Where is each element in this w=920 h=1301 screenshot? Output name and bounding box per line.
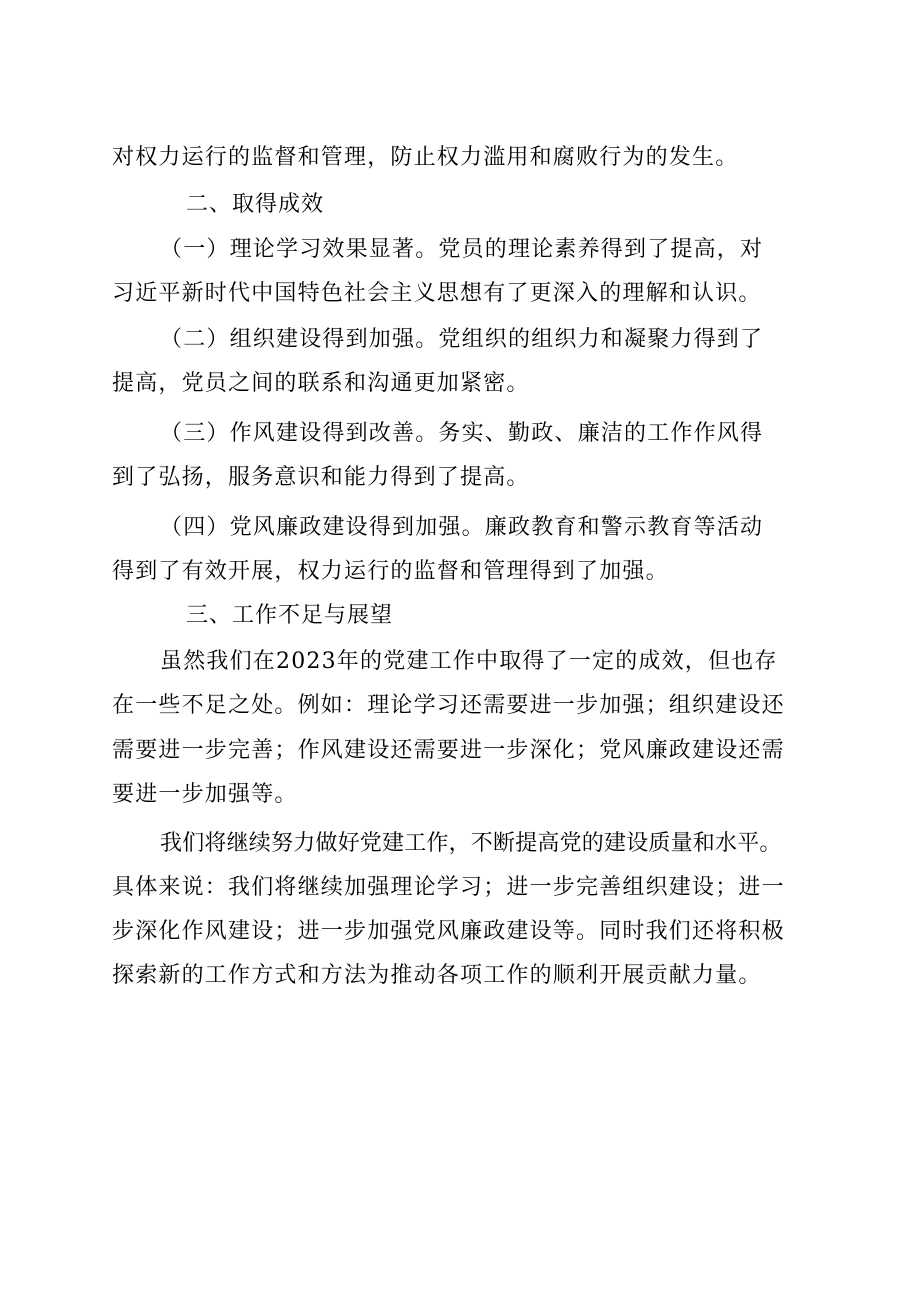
para-2-line-4: 探索新的工作方式和方法为推动各项工作的顺利开展贡献力量。 xyxy=(112,963,762,988)
para-1-line-3: 需要进一步完善；作风建设还需要进一步深化；党风廉政建设还需 xyxy=(112,738,785,763)
section-heading-achievements: 二、取得成效 xyxy=(186,192,325,217)
para-1-line-2: 在一些不足之处。例如：理论学习还需要进一步加强；组织建设还 xyxy=(112,693,785,718)
item-2-line-2: 提高，党员之间的联系和沟通更加紧密。 xyxy=(112,371,530,396)
para-2-line-3: 步深化作风建设；进一步加强党风廉政建设等。同时我们还将积极 xyxy=(112,919,785,944)
para-1-line-1: 虽然我们在2023年的党建工作中取得了一定的成效，但也存 xyxy=(160,649,778,674)
para-2-line-2: 具体来说：我们将继续加强理论学习；进一步完善组织建设；进一 xyxy=(112,875,785,900)
section-heading-shortcomings: 三、工作不足与展望 xyxy=(186,603,394,628)
item-2-line-1: （二）组织建设得到加强。党组织的组织力和凝聚力得到了 xyxy=(160,327,764,352)
item-1-line-2: 习近平新时代中国特色社会主义思想有了更深入的理解和认识。 xyxy=(112,281,762,306)
item-1-line-1: （一）理论学习效果显著。党员的理论素养得到了提高，对 xyxy=(160,237,764,262)
para-1-line-4: 要进一步加强等。 xyxy=(112,782,298,807)
para-2-line-1: 我们将继续努力做好党建工作，不断提高党的建设质量和水平。 xyxy=(160,831,782,856)
continuation-line: 对权力运行的监督和管理，防止权力滥用和腐败行为的发生。 xyxy=(112,145,739,170)
item-3-line-2: 到了弘扬，服务意识和能力得到了提高。 xyxy=(112,465,530,490)
item-3-line-1: （三）作风建设得到改善。务实、勤政、廉洁的工作作风得 xyxy=(160,421,764,446)
item-4-line-1: （四）党风廉政建设得到加强。廉政教育和警示教育等活动 xyxy=(160,515,764,540)
item-4-line-2: 得到了有效开展，权力运行的监督和管理得到了加强。 xyxy=(112,559,669,584)
